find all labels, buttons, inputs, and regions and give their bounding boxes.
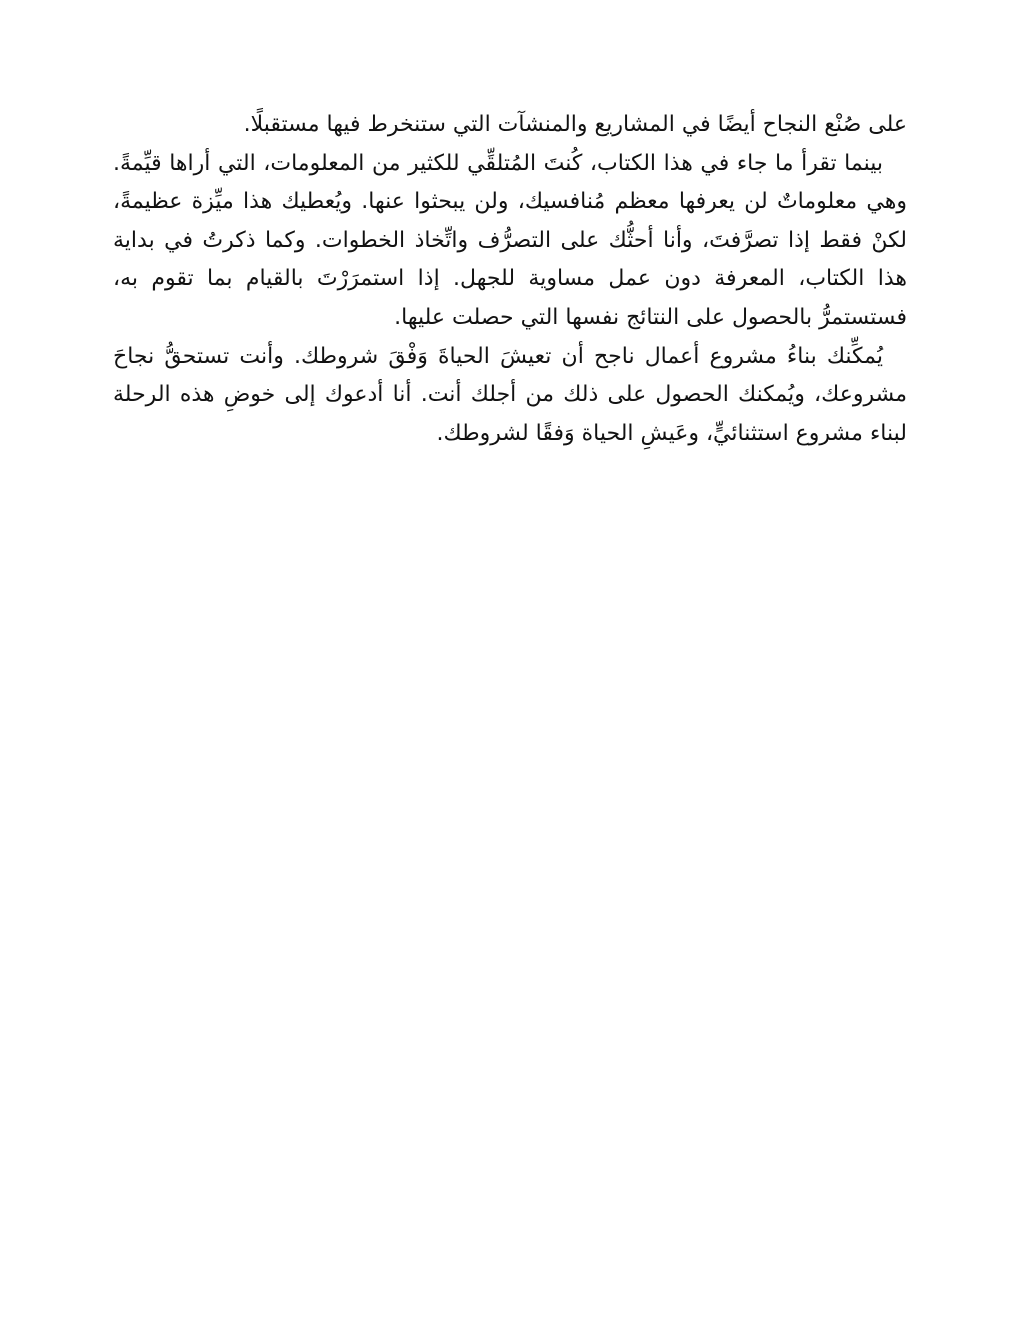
text-block [113,106,907,453]
paragraph: على صُنْع النجاح أيضًا في المشاريع والمنشآت التي ستنخرط فيها مستقبلًا. [243,112,907,137]
paragraph: بينما تقرأ ما جاء في هذا الكتاب، كُنتَ المُتلقِّي للكثير من المعلومات، التي أراها قيِّمةً. وهي معلوماتٌ لن يعرفها معظم مُنافسيك، ولن يبحثوا عنها. ويُعطيك هذا ميِّزة عظيمةً، لكنْ فقط إذا تصرَّفتَ، وأنا أحثُّك على التصرُّف واتِّخاذ الخطوات. وكما ذكرتُ في بداية هذا الكتاب، المعرفة دون عمل مساوية للجهل. إذا استمرَرْتَ بالقيام بما تقوم به، فستستمرُّ بالحصول على النتائج نفسها التي حصلت عليها. [113,150,907,330]
paragraph: يُمكِّنك بناءُ مشروع أعمال ناجح أن تعيشَ الحياةَ وَفْقَ شروطك. وأنت تستحقُّ نجاحَ مشروعك، ويُمكنك الحصول على ذلك من أجلك أنت. أنا أدعوك إلى خوضِ هذه الرحلة لبناء مشروع استثنائيٍّ، وعَيشِ الحياة وَفقًا لشروطك. [113,343,907,446]
